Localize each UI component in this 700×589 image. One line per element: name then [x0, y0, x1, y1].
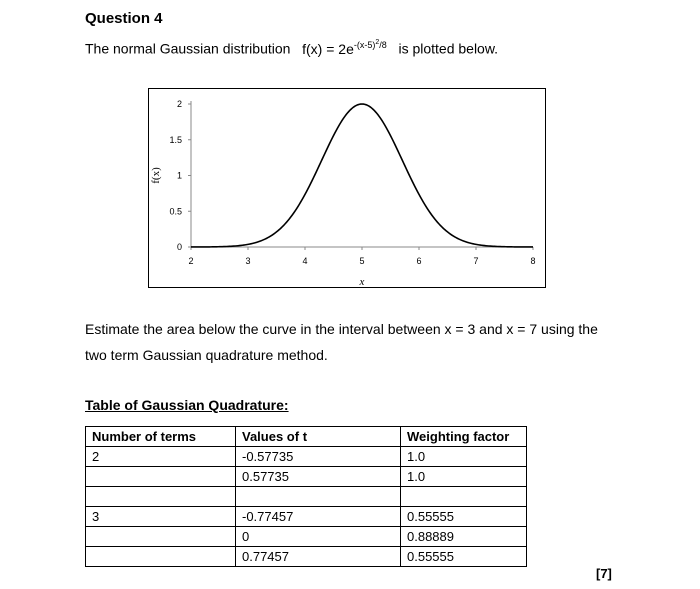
- table-row: [86, 527, 527, 547]
- table-row: [86, 547, 527, 567]
- table-cell: [86, 547, 236, 567]
- table-cell: 3: [86, 507, 236, 527]
- x-tick-label: 4: [302, 256, 308, 266]
- table-cell: 1.0: [401, 447, 527, 467]
- function-formula: $f(x) = 2e^{-(x-5)^2/8}$: [302, 39, 387, 57]
- x-tick-label: 6: [416, 256, 422, 266]
- header-weighting-factor: Weighting factor: [401, 427, 527, 447]
- marks-label: [7]: [596, 566, 612, 581]
- x-tick-label: 7: [473, 256, 479, 266]
- y-tick-label: 0.5: [169, 206, 182, 217]
- table-title: Table of Gaussian Quadrature:: [85, 397, 289, 413]
- table-header-row: [86, 427, 527, 447]
- x-tick-label: 5: [359, 256, 365, 266]
- table-cell: 0.57735: [236, 467, 401, 487]
- series-line-fx: [191, 104, 533, 247]
- intro-sentence: [85, 39, 498, 57]
- question-title: Question 4: [85, 10, 163, 27]
- table-cell: 0.55555: [401, 507, 527, 527]
- table-cell: 0.77457: [236, 547, 401, 567]
- task-line-1: Estimate the area below the curve in the interval between x = 3 and x = 7 using the: [85, 321, 598, 337]
- y-tick-label: 2: [176, 99, 182, 109]
- plot-frame: [148, 88, 546, 288]
- table-cell: [401, 487, 527, 507]
- table-row: [86, 447, 527, 467]
- table-cell: 0: [236, 527, 401, 547]
- table-cell: [86, 467, 236, 487]
- table-cell: -0.77457: [236, 507, 401, 527]
- task-line-2: two term Gaussian quadrature method.: [85, 347, 328, 363]
- table-row: [86, 487, 527, 507]
- x-axis-label: x: [359, 276, 365, 288]
- gaussian-plot: [149, 89, 547, 289]
- x-tick-label: 8: [530, 256, 536, 266]
- y-tick-label: 0: [176, 242, 182, 252]
- intro-suffix: is plotted below.: [398, 40, 499, 57]
- x-tick-label: 2: [188, 256, 194, 266]
- y-tick-label: 1: [176, 170, 182, 181]
- header-number-of-terms: Number of terms: [86, 427, 236, 447]
- table-cell: 2: [86, 447, 236, 467]
- y-tick-label: 1.5: [169, 134, 182, 145]
- gaussian-quadrature-table: [85, 426, 527, 567]
- table-row: [86, 507, 527, 527]
- table-cell: -0.57735: [236, 447, 401, 467]
- table-cell: [86, 487, 236, 507]
- table-cell: [86, 527, 236, 547]
- x-tick-label: 3: [245, 256, 251, 266]
- header-values-of-t: Values of t: [236, 427, 401, 447]
- table-cell: 0.55555: [401, 547, 527, 567]
- intro-prefix: The normal Gaussian distribution: [85, 40, 291, 57]
- y-axis-label: f(x): [150, 167, 162, 184]
- table-cell: 0.88889: [401, 527, 527, 547]
- table-cell: 1.0: [401, 467, 527, 487]
- table-cell: [236, 487, 401, 507]
- table-row: [86, 467, 527, 487]
